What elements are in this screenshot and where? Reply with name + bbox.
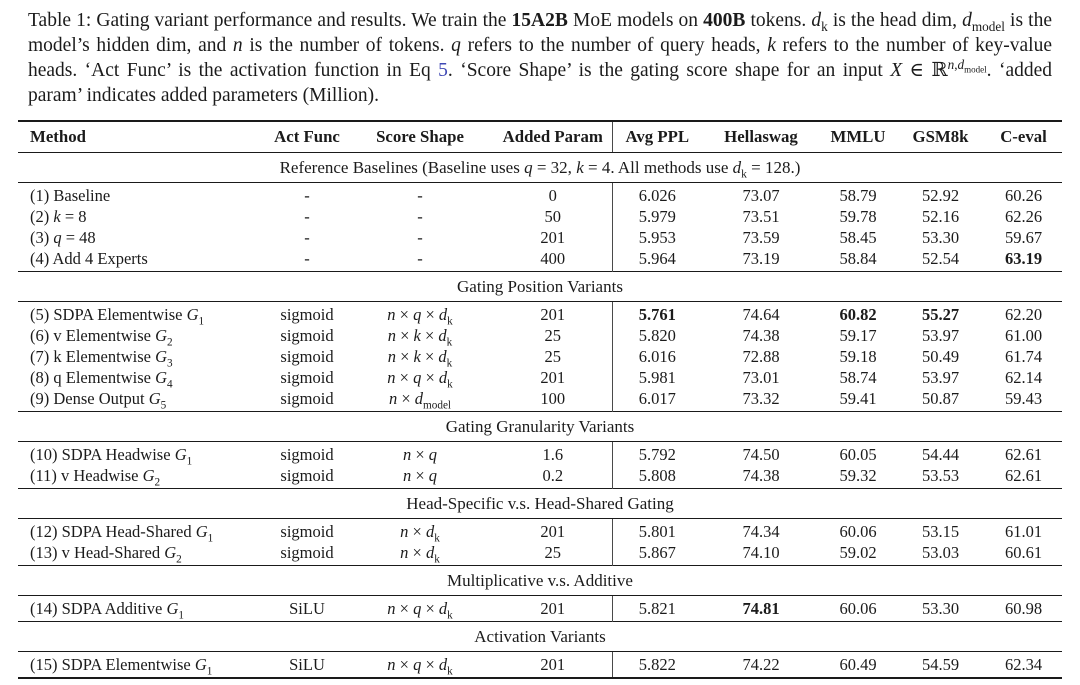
value-cell: 61.01: [1004, 522, 1043, 541]
value-cell: 61.00: [1004, 326, 1043, 345]
value-cell: 5.821: [612, 596, 702, 622]
value-cell: 72.88: [742, 347, 780, 366]
value-cell: -: [417, 249, 423, 268]
section-header-row: [18, 412, 1062, 442]
col-header-avg-ppl: Avg PPL: [612, 121, 702, 153]
value-cell: 58.45: [839, 228, 877, 247]
value-cell: sigmoid: [280, 368, 334, 387]
value-cell: 52.92: [921, 186, 960, 205]
value-cell: 5.981: [612, 367, 702, 388]
col-header-c-eval: C-eval: [985, 121, 1062, 153]
value-cell: 62.20: [1004, 305, 1043, 324]
value-cell: sigmoid: [280, 326, 334, 345]
value-cell: 73.51: [742, 207, 780, 226]
col-header-act-func: Act Func: [268, 121, 346, 153]
value-cell: 74.38: [742, 326, 780, 345]
value-cell: 74.81: [742, 599, 780, 618]
value-cell: -: [417, 228, 423, 247]
value-cell: -: [304, 228, 310, 247]
value-cell: 100: [540, 389, 566, 408]
value-cell: $n \times q \times d_k$: [387, 655, 453, 678]
section-title: Head-Specific v.s. Head-Shared Gating: [18, 489, 1062, 519]
section-header-row: [18, 566, 1062, 596]
value-cell: 5.822: [612, 652, 702, 679]
value-cell: 73.59: [742, 228, 780, 247]
results-table: [18, 120, 1062, 679]
value-cell: sigmoid: [280, 522, 334, 541]
value-cell: 62.26: [1004, 207, 1043, 226]
value-cell: 59.02: [839, 543, 877, 562]
value-cell: 53.97: [921, 368, 960, 387]
table-row: [18, 248, 1062, 272]
value-cell: 201: [540, 599, 566, 618]
value-cell: 74.34: [742, 522, 780, 541]
value-cell: 74.50: [742, 445, 780, 464]
method-cell: (11) v Headwise $G_2$: [30, 466, 161, 489]
value-cell: 5.953: [612, 227, 702, 248]
value-cell: -: [417, 186, 423, 205]
method-cell: (5) SDPA Elementwise $G_1$: [30, 305, 205, 325]
value-cell: 55.27: [921, 305, 960, 324]
col-header-method: Method: [18, 121, 268, 153]
eq-reference-link[interactable]: 5: [438, 60, 448, 81]
value-cell: sigmoid: [280, 347, 334, 366]
value-cell: 60.61: [1004, 543, 1043, 562]
value-cell: 74.10: [742, 543, 780, 562]
value-cell: 60.26: [1004, 186, 1043, 205]
value-cell: 73.19: [742, 249, 780, 268]
value-cell: 54.44: [921, 445, 960, 464]
value-cell: 53.30: [921, 228, 960, 247]
value-cell: sigmoid: [280, 466, 334, 485]
value-cell: 52.16: [921, 207, 960, 226]
table-row: [18, 442, 1062, 466]
section-title: Activation Variants: [18, 622, 1062, 652]
table-body: [18, 153, 1062, 679]
value-cell: n × q: [402, 466, 438, 485]
method-cell: (6) v Elementwise $G_2$: [30, 326, 173, 346]
method-cell: (1) Baseline: [30, 186, 111, 205]
value-cell: 59.17: [839, 326, 877, 345]
value-cell: 5.964: [612, 248, 702, 272]
col-header-mmlu: MMLU: [820, 121, 896, 153]
value-cell: 73.32: [742, 389, 780, 408]
value-cell: 60.49: [839, 655, 877, 674]
value-cell: 5.867: [612, 542, 702, 566]
value-cell: 60.06: [839, 522, 877, 541]
method-cell: (8) q Elementwise $G_4$: [30, 368, 173, 388]
value-cell: 63.19: [1004, 249, 1043, 268]
method-cell: (2) k = 8: [30, 207, 87, 226]
col-header-score-shape: Score Shape: [346, 121, 494, 153]
value-cell: 5.761: [612, 302, 702, 326]
value-cell: 74.38: [742, 466, 780, 485]
method-cell: (4) Add 4 Experts: [30, 249, 148, 268]
value-cell: sigmoid: [280, 389, 334, 408]
value-cell: 0.2: [542, 466, 564, 485]
value-cell: 50.87: [921, 389, 960, 408]
section-header-row: [18, 489, 1062, 519]
value-cell: 400: [540, 249, 566, 268]
value-cell: 54.59: [921, 655, 960, 674]
value-cell: sigmoid: [280, 445, 334, 464]
value-cell: 62.61: [1004, 445, 1043, 464]
value-cell: $n \times q \times d_k$: [387, 368, 453, 388]
value-cell: 5.979: [612, 206, 702, 227]
value-cell: 59.43: [1004, 389, 1043, 408]
value-cell: -: [304, 207, 310, 226]
table-row: [18, 542, 1062, 566]
table-row: [18, 465, 1062, 489]
value-cell: 52.54: [921, 249, 960, 268]
value-cell: 74.22: [742, 655, 780, 674]
value-cell: 6.026: [612, 183, 702, 207]
value-cell: sigmoid: [280, 543, 334, 562]
col-header-gsm8k: GSM8k: [896, 121, 985, 153]
method-cell: (7) k Elementwise $G_3$: [30, 347, 173, 367]
table-header-row: [18, 121, 1062, 153]
table-row: [18, 596, 1062, 622]
value-cell: 53.30: [921, 599, 960, 618]
section-header-row: [18, 622, 1062, 652]
value-cell: $n \times q \times d_k$: [387, 305, 453, 325]
value-cell: 201: [540, 368, 566, 387]
value-cell: n × q: [402, 445, 438, 464]
section-header-row: [18, 272, 1062, 302]
value-cell: 59.32: [839, 466, 877, 485]
value-cell: 62.34: [1004, 655, 1043, 674]
value-cell: 5.801: [612, 519, 702, 543]
value-cell: 59.67: [1004, 228, 1043, 247]
value-cell: 62.61: [1004, 466, 1043, 485]
value-cell: 53.15: [921, 522, 960, 541]
value-cell: -: [304, 249, 310, 268]
value-cell: 53.53: [921, 466, 960, 485]
value-cell: 62.14: [1004, 368, 1043, 387]
table-row: [18, 367, 1062, 388]
value-cell: 6.017: [612, 388, 702, 412]
value-cell: SiLU: [289, 599, 325, 618]
value-cell: 1.6: [542, 445, 564, 464]
value-cell: $n \times q \times d_k$: [387, 599, 453, 622]
value-cell: 53.97: [921, 326, 960, 345]
method-cell: (12) SDPA Head-Shared $G_1$: [30, 522, 214, 542]
value-cell: 5.808: [612, 465, 702, 489]
value-cell: 201: [540, 228, 566, 247]
value-cell: 25: [544, 347, 561, 366]
section-header-row: [18, 153, 1062, 183]
value-cell: 60.98: [1004, 599, 1043, 618]
method-cell: (3) q = 48: [30, 228, 96, 247]
table-row: [18, 346, 1062, 367]
value-cell: 25: [544, 543, 561, 562]
table-caption: Table 1: Gating variant performance and results. We train the 15A2B MoE models on 400B tokens. $d_k$ is the head dim, $d_{model}$ is the model’s hidden dim, and n is the number of tokens. q refers to the number of query heads, k refers to the number of key-value heads. ‘Act Func’ is the activation function in Eq 5. ‘Score Shape’ is the gating score shape for an input X ∈ ℝ$^{n,d_{model}}$. ‘added param’ indicates added parameters (Million).: [28, 10, 1053, 106]
table-row: [18, 183, 1062, 207]
table-row: [18, 388, 1062, 412]
value-cell: 73.01: [742, 368, 780, 387]
section-title: Gating Granularity Variants: [18, 412, 1062, 442]
table-row: [18, 302, 1062, 326]
value-cell: -: [417, 207, 423, 226]
section-title: Multiplicative v.s. Additive: [18, 566, 1062, 596]
value-cell: 201: [540, 655, 566, 674]
value-cell: 201: [540, 522, 566, 541]
value-cell: 60.82: [839, 305, 877, 324]
value-cell: -: [304, 186, 310, 205]
value-cell: SiLU: [289, 655, 325, 674]
value-cell: 60.05: [839, 445, 877, 464]
value-cell: $n \times d_k$: [400, 522, 440, 542]
value-cell: 5.820: [612, 325, 702, 346]
table-row: [18, 227, 1062, 248]
value-cell: 74.64: [742, 305, 780, 324]
section-title: Reference Baselines (Baseline uses q = 32, k = 4. All methods use $d_k = 128$.): [18, 153, 1062, 183]
table-row: [18, 325, 1062, 346]
value-cell: 53.03: [921, 543, 960, 562]
value-cell: 201: [540, 305, 566, 324]
value-cell: 59.78: [839, 207, 877, 226]
value-cell: 50.49: [921, 347, 960, 366]
value-cell: 60.06: [839, 599, 877, 618]
value-cell: 25: [544, 326, 561, 345]
col-header-hellaswag: Hellaswag: [702, 121, 820, 153]
method-cell: (14) SDPA Additive $G_1$: [30, 599, 184, 622]
table-row: [18, 652, 1062, 679]
method-cell: (10) SDPA Headwise $G_1$: [30, 445, 193, 465]
value-cell: 58.74: [839, 368, 877, 387]
value-cell: $n \times k \times d_k$: [387, 326, 453, 346]
table-row: [18, 519, 1062, 543]
value-cell: 59.18: [839, 347, 877, 366]
value-cell: 58.79: [839, 186, 877, 205]
value-cell: sigmoid: [280, 305, 334, 324]
value-cell: 73.07: [742, 186, 780, 205]
value-cell: 5.792: [612, 442, 702, 466]
value-cell: 50: [544, 207, 561, 226]
value-cell: $n \times d_k$: [400, 543, 440, 566]
value-cell: 61.74: [1004, 347, 1043, 366]
value-cell: 58.84: [839, 249, 877, 268]
method-cell: (9) Dense Output $G_5$: [30, 389, 167, 412]
method-cell: (15) SDPA Elementwise $G_1$: [30, 655, 213, 678]
table-row: [18, 206, 1062, 227]
value-cell: 6.016: [612, 346, 702, 367]
value-cell: 59.41: [839, 389, 877, 408]
col-header-added-param: Added Param: [494, 121, 612, 153]
value-cell: $n \times k \times d_k$: [387, 347, 453, 367]
method-cell: (13) v Head-Shared $G_2$: [30, 543, 182, 566]
value-cell: $n \times d_{model}$: [388, 389, 452, 412]
value-cell: 0: [548, 186, 557, 205]
section-title: Gating Position Variants: [18, 272, 1062, 302]
